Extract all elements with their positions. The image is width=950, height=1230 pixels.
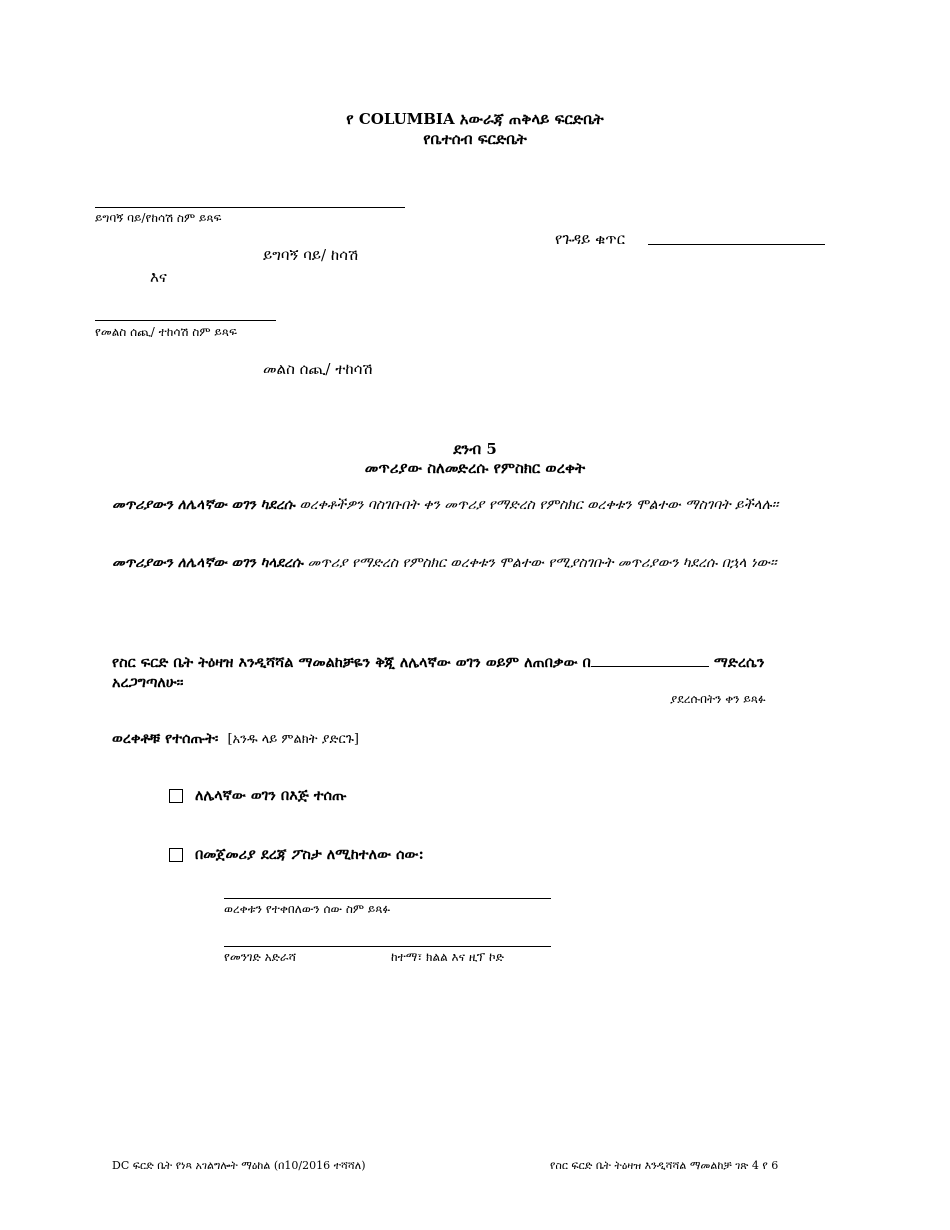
step-subtitle: መጥሪያው ስለመድረሱ የምስክር ወረቀት [364, 459, 586, 477]
certification-text-after: ማድረሴን አረጋግጣለሁ፡፡ [112, 654, 765, 691]
mail-delivery-label: በመጀመሪያ ደረጃ ፖስታ ለሚከተለው ሰው: [195, 846, 424, 863]
and-label: እና [150, 268, 167, 286]
case-number-line[interactable] [648, 244, 825, 245]
court-name: የ COLUMBIA አውራጃ ጠቅላይ ፍርድቤት [346, 110, 604, 128]
footer-left: DC ፍርድ ቤት የነጻ አገልግሎት ማዕከል (በ10/2016 ተሻሻለ) [112, 1159, 366, 1172]
certification-text-before: የስር ፍርድ ቤት ትዕዛዝ እንዲሻሻል ማመልከቻዬን ቅጂ ለሌላኛው ወገን ወይም ለጠበቃው በ [112, 654, 591, 671]
case-number-label: የጉዳይ ቁጥር [555, 230, 626, 248]
recipient-name-label: ወረቀቱን የተቀበለውን ሰው ስም ይጻፉ [224, 902, 391, 916]
instruction-served [112, 496, 842, 515]
instruction-not-served [112, 554, 842, 573]
street-address-label: የመንገድ አድራሻ [224, 950, 297, 964]
hand-delivery-label: ለሌላኛው ወገን በእጅ ተሰጡ [195, 787, 347, 804]
certification-statement [112, 652, 832, 693]
defendant-role: መልስ ሰጪ/ ተከሳሽ [263, 360, 373, 378]
defendant-name-label: የመልስ ሰጪ/ ተከሳሽ ስም ይጻፍ [95, 325, 237, 339]
step-title: ደንብ 5 [453, 440, 497, 458]
delivery-heading: ወረቀቶቹ የተሰጡት፡ [112, 730, 219, 747]
footer-right: የስር ፍርድ ቤት ትዕዛዝ እንዲሻሻል ማመልከቻ ገጽ 4 የ 6 [550, 1159, 779, 1172]
plaintiff-name-line[interactable] [95, 207, 405, 208]
recipient-name-line[interactable] [224, 898, 551, 899]
court-division: የቤተሰብ ፍርድቤት [423, 130, 527, 148]
delivery-heading-row [112, 728, 359, 747]
instruction-not-served-text: መጥሪያ የማድረስ የምስክር ወረቀቱን ሞልተው የሚያስገቡት መጥሪያውን ካደረሱ በኋላ ነው፡፡ [303, 555, 777, 571]
defendant-name-line[interactable] [95, 320, 276, 321]
plaintiff-role: ይግባኝ ባይ/ ከሳሽ [263, 246, 359, 264]
instruction-served-text: ወረቀቶችዎን ባስገቡበት ቀን መጥሪያ የማድረስ የምስክር ወረቀቱን ሞልተው ማስገባት ይችላሉ፡፡ [294, 497, 779, 513]
mail-delivery-checkbox[interactable] [169, 848, 183, 862]
instruction-served-bold: መጥሪያውን ለሌላኛው ወገን ካደረሱ [112, 497, 295, 513]
plaintiff-name-label: ይግባኝ ባይ/የከሳሽ ስም ይጻፍ [95, 211, 222, 225]
instruction-not-served-bold: መጥሪያውን ለሌላኛው ወገን ካላደረሱ [112, 555, 304, 571]
service-date-blank[interactable] [591, 652, 709, 667]
service-date-label: ያደረሱበትን ቀን ይጻፉ [670, 692, 766, 706]
delivery-hint: [አንዱ ላይ ምልክት ያድርጉ] [227, 732, 359, 747]
address-line[interactable] [224, 946, 551, 947]
hand-delivery-checkbox[interactable] [169, 789, 183, 803]
city-state-zip-label: ከተማ፣ ክልል እና ዚፕ ኮድ [391, 950, 504, 964]
